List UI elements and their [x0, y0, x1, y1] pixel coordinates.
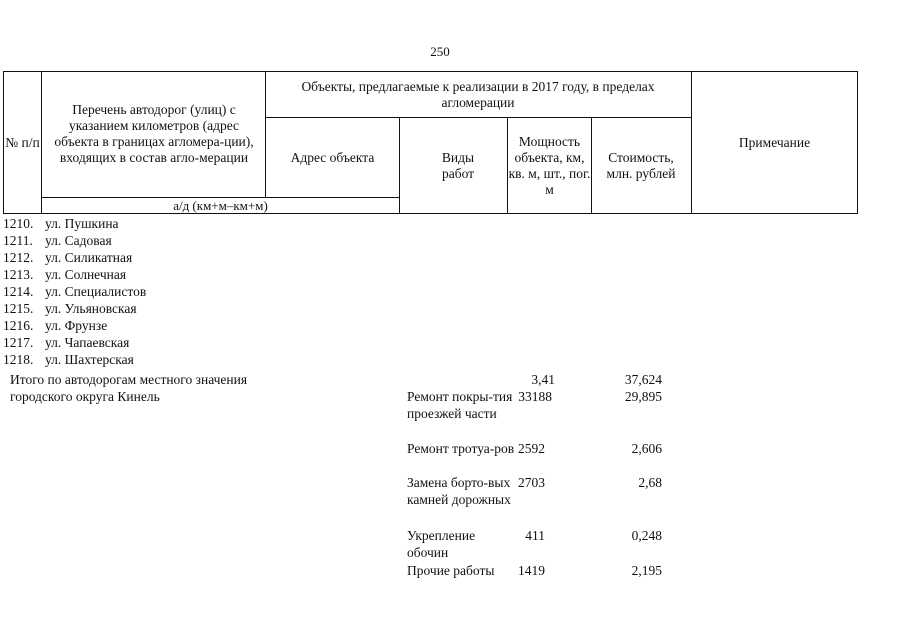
list-item	[3, 334, 129, 351]
divider-num	[41, 71, 42, 214]
work-cost: 29,895	[624, 389, 662, 404]
work-capacity: 411	[525, 528, 545, 543]
list-item	[3, 317, 107, 334]
street-number: 1212.	[3, 250, 34, 265]
header-cost: Стоимость, млн. рублей	[606, 149, 676, 181]
list-item	[3, 266, 126, 283]
header-roads-sub: а/д (км+м–км+м)	[173, 197, 268, 213]
street-number: 1211.	[3, 233, 33, 248]
work-type: Укрепление обочин	[407, 528, 476, 560]
work-type: Ремонт покры-тия проезжей части	[407, 389, 513, 421]
street-number: 1210.	[3, 216, 34, 231]
work-capacity: 2703	[518, 475, 545, 490]
street-name: ул. Специалистов	[45, 284, 147, 299]
total-label: Итого по автодорогам местного значения городского округа Кинель	[10, 372, 248, 404]
divider-address	[399, 117, 400, 214]
street-number: 1218.	[3, 352, 34, 367]
work-cost: 0,248	[631, 528, 662, 543]
header-capacity: Мощность объекта, км, кв. м, шт., пог. м	[508, 133, 591, 197]
header-roads: Перечень автодорог (улиц) с указанием километров (адрес объекта в границах агломера-ции), входящих в состав агло-мерации	[54, 102, 254, 165]
list-item	[3, 300, 137, 317]
street-name: ул. Садовая	[45, 233, 112, 248]
street-name: ул. Солнечная	[45, 267, 127, 282]
work-capacity: 2592	[518, 441, 545, 456]
work-cost: 2,195	[631, 563, 662, 578]
street-name: ул. Силикатная	[45, 250, 133, 265]
header-num: № п/п	[5, 134, 40, 150]
work-type: Замена борто-вых камней дорожных	[407, 475, 511, 507]
page-number: 250	[430, 44, 450, 59]
street-number: 1216.	[3, 318, 34, 333]
work-capacity: 33188	[518, 389, 552, 404]
street-number: 1217.	[3, 335, 34, 350]
header-border-bottom	[3, 213, 858, 214]
total-capacity: 3,41	[531, 372, 555, 387]
street-number: 1213.	[3, 267, 34, 282]
street-name: ул. Фрунзе	[45, 318, 108, 333]
total-cost: 37,624	[624, 372, 662, 387]
work-capacity: 1419	[518, 563, 545, 578]
divider-capacity	[591, 117, 592, 214]
street-name: ул. Чапаевская	[45, 335, 130, 350]
street-number: 1214.	[3, 284, 34, 299]
work-type: Ремонт тротуа-ров	[407, 441, 515, 456]
table-header	[3, 71, 858, 214]
street-number: 1215.	[3, 301, 34, 316]
street-name: ул. Шахтерская	[45, 352, 134, 367]
header-works: Виды работ	[441, 149, 475, 181]
street-name: ул. Ульяновская	[45, 301, 137, 316]
list-item	[3, 283, 146, 300]
header-group-title: Объекты, предлагаемые к реализации в 2017 году, в пределах агломерации	[301, 78, 655, 110]
list-item	[3, 351, 134, 368]
list-item	[3, 249, 132, 266]
header-note: Примечание	[738, 134, 811, 150]
work-cost: 2,606	[631, 441, 662, 456]
street-name: ул. Пушкина	[45, 216, 119, 231]
header-border-right	[857, 71, 858, 214]
header-address: Адрес объекта	[290, 149, 375, 165]
work-cost: 2,68	[638, 475, 662, 490]
list-item	[3, 215, 119, 232]
work-type: Прочие работы	[407, 563, 495, 578]
list-item	[3, 232, 112, 249]
